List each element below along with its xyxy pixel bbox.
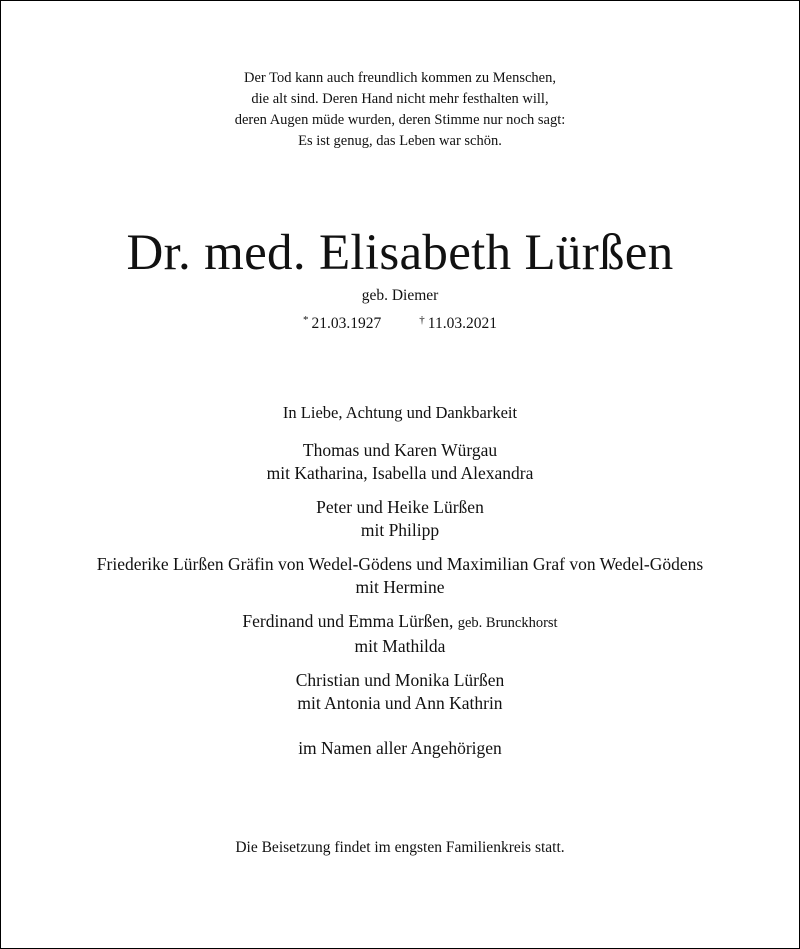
family-names-wrapper bbox=[1, 610, 799, 635]
funeral-notice: Die Beisetzung findet im engsten Familienkreis statt. bbox=[235, 839, 565, 856]
family-children: mit Mathilda bbox=[354, 636, 446, 656]
quote-line: die alt sind. Deren Hand nicht mehr festhalten will, bbox=[251, 91, 549, 107]
maiden-name: geb. Diemer bbox=[361, 287, 439, 304]
quote-line: deren Augen müde wurden, deren Stimme nur noch sagt: bbox=[234, 112, 566, 128]
family-children: mit Hermine bbox=[355, 577, 445, 597]
life-dates bbox=[1, 310, 799, 334]
death-date: 11.03.2021 bbox=[427, 315, 497, 332]
family-maiden-name: geb. Brunckhorst bbox=[457, 615, 558, 631]
family-names: Friederike Lürßen Gräfin von Wedel-Gödens und Maximilian Graf von Wedel-Gödens bbox=[96, 554, 704, 574]
quote-line: Der Tod kann auch freundlich kommen zu Menschen, bbox=[244, 70, 556, 86]
family-entry bbox=[1, 439, 799, 485]
family-children: mit Philipp bbox=[360, 520, 440, 540]
family-children: mit Antonia und Ann Kathrin bbox=[297, 693, 503, 713]
closing-line: im Namen aller Angehörigen bbox=[298, 738, 502, 758]
quote-line: Es ist genug, das Leben war schön. bbox=[298, 133, 502, 149]
family-names: Christian und Monika Lürßen bbox=[295, 670, 505, 690]
family-entry bbox=[1, 553, 799, 599]
family-names: Thomas und Karen Würgau bbox=[302, 440, 498, 460]
family-names: Peter und Heike Lürßen bbox=[316, 497, 484, 517]
deceased-name: Dr. med. Elisabeth Lürßen bbox=[126, 225, 674, 281]
family-children: mit Katharina, Isabella und Alexandra bbox=[266, 463, 534, 483]
family-entry bbox=[1, 669, 799, 715]
family-entry bbox=[1, 610, 799, 658]
birth-date: 21.03.1927 bbox=[311, 315, 382, 332]
poem-quote bbox=[1, 68, 799, 152]
family-names: Ferdinand und Emma Lürßen, bbox=[242, 611, 458, 631]
death-symbol: † bbox=[419, 314, 425, 326]
birth-symbol: * bbox=[303, 314, 309, 326]
mourners-list bbox=[1, 439, 799, 726]
family-entry bbox=[1, 496, 799, 542]
dedication-line: In Liebe, Achtung und Dankbarkeit bbox=[282, 403, 518, 422]
